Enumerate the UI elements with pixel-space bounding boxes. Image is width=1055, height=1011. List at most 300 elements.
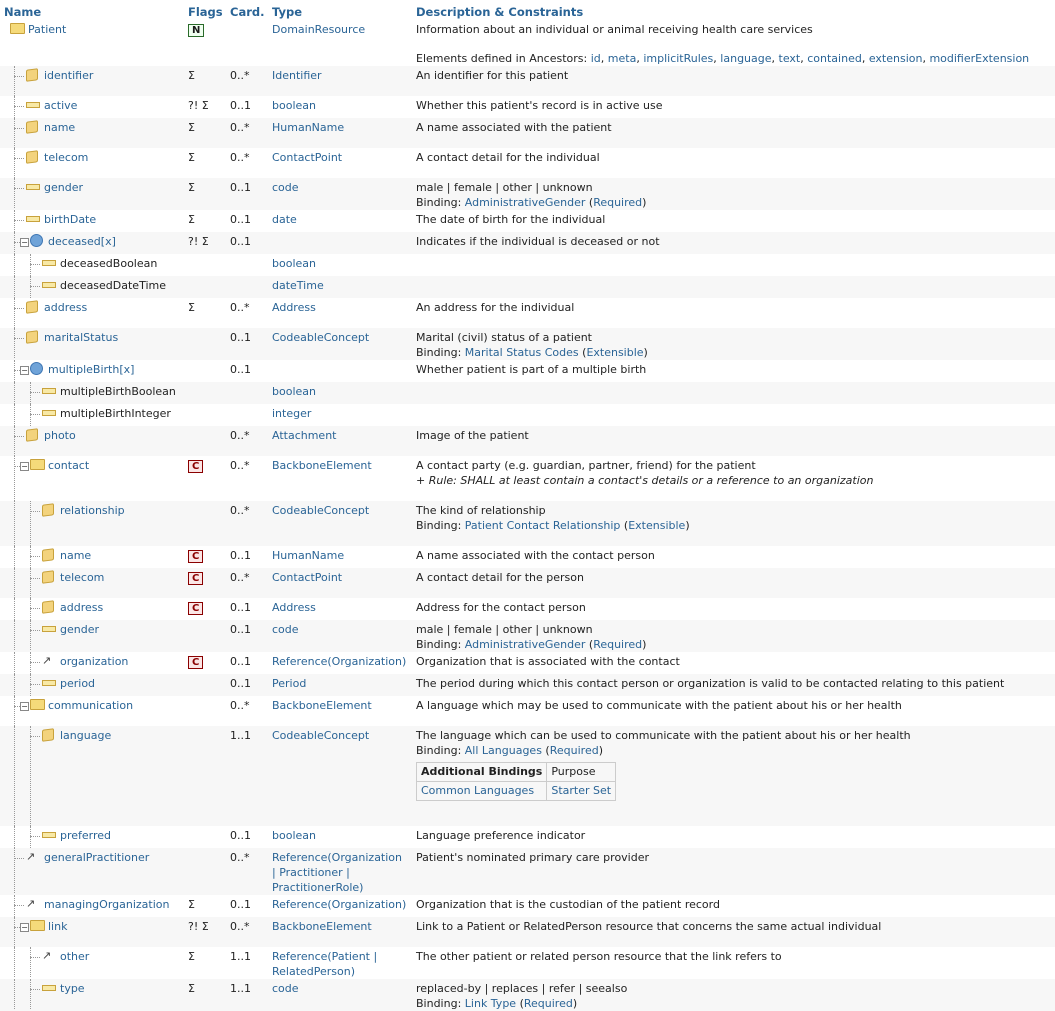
- description-cell: [412, 360, 1055, 382]
- type-link[interactable]: BackboneElement: [272, 699, 372, 712]
- tree-line: [14, 905, 24, 906]
- table-row: [0, 456, 1055, 501]
- type-cell: [268, 426, 412, 456]
- type-link[interactable]: | Practitioner |: [272, 866, 350, 879]
- name-cell: [0, 148, 184, 178]
- cardinality-cell: 0..*: [230, 69, 250, 82]
- flags-cell: [184, 382, 226, 404]
- table-row: [0, 360, 1055, 382]
- name-cell: [0, 328, 184, 360]
- description-cell: [412, 917, 1055, 947]
- tree-line: [30, 726, 31, 826]
- collapse-toggle-icon[interactable]: −: [21, 238, 28, 247]
- type-cell: [268, 546, 412, 568]
- element-name-link[interactable]: managingOrganization: [44, 898, 170, 911]
- tree-line: [30, 511, 40, 512]
- choice-icon: [30, 362, 43, 375]
- flags-cell: [184, 66, 226, 96]
- element-name-link[interactable]: type: [60, 982, 85, 995]
- tree-line: [30, 254, 31, 276]
- table-row: [0, 620, 1055, 652]
- description-cell: [412, 210, 1055, 232]
- binding-link[interactable]: Marital Status Codes: [464, 346, 579, 359]
- constraint-badge[interactable]: C: [188, 550, 203, 563]
- table-row: [0, 254, 1055, 276]
- cardinality-cell: [226, 254, 268, 276]
- name-cell: [0, 210, 184, 232]
- type-cell: [268, 148, 412, 178]
- name-cell: [0, 979, 184, 1011]
- name-cell: [0, 826, 184, 848]
- flags-cell: [184, 726, 226, 826]
- cardinality-cell: 0..1: [230, 331, 251, 344]
- binding-line: Binding: Marital Status Codes (Extensible): [416, 346, 648, 359]
- type-link[interactable]: ContactPoint: [272, 571, 343, 584]
- collapse-toggle-icon[interactable]: −: [21, 462, 28, 471]
- element-name-link[interactable]: address: [60, 601, 104, 614]
- tree-line: [14, 456, 15, 501]
- datatype-icon: [26, 150, 38, 164]
- col-desc-header: Description & Constraints: [416, 5, 584, 19]
- help-icon[interactable]: ?: [1033, 3, 1043, 23]
- description-cell: [412, 96, 1055, 118]
- binding-link[interactable]: AdministrativeGender: [464, 638, 586, 651]
- folder-icon: [30, 920, 45, 931]
- tree-line: [14, 895, 15, 917]
- type-link[interactable]: Reference(Patient |: [272, 950, 378, 963]
- additional-bindings-header: Additional Bindings: [417, 763, 547, 782]
- binding-label: Binding:: [416, 519, 465, 532]
- element-name-link[interactable]: other: [60, 950, 90, 963]
- cardinality-cell: [226, 20, 268, 66]
- folder-icon: [10, 23, 25, 34]
- type-link[interactable]: date: [272, 213, 297, 226]
- type-cell: [268, 382, 412, 404]
- description-text: Address for the contact person: [416, 601, 586, 614]
- description-text: male | female | other | unknown: [416, 181, 593, 194]
- flags-text: Σ: [188, 950, 195, 963]
- tree-line: [14, 96, 15, 118]
- description-cell: [412, 404, 1055, 426]
- flags-cell: [184, 568, 226, 598]
- description-text: Organization that is the custodian of the patient record: [416, 898, 720, 911]
- cardinality-cell: 0..1: [230, 898, 251, 911]
- tree-line: [30, 989, 40, 990]
- additional-bindings-table: [416, 762, 616, 801]
- tree-line: [30, 501, 31, 546]
- binding-strength-link[interactable]: Extensible: [586, 346, 644, 359]
- name-cell: [0, 360, 184, 382]
- name-cell: [0, 254, 184, 276]
- cardinality-cell: 0..*: [230, 459, 250, 472]
- element-name-link[interactable]: telecom: [44, 151, 89, 164]
- flags-cell: [184, 546, 226, 568]
- description-text: The kind of relationship: [416, 504, 546, 517]
- flags-cell: [184, 947, 226, 979]
- flags-cell: [184, 696, 226, 726]
- ancestor-link[interactable]: meta: [607, 52, 637, 65]
- table-row: [0, 210, 1055, 232]
- constraint-badge[interactable]: C: [188, 656, 203, 669]
- type-cell: [268, 232, 412, 254]
- tree-line: [14, 118, 15, 148]
- tree-line: [30, 556, 40, 557]
- tree-line: [30, 546, 31, 568]
- collapse-toggle-icon[interactable]: −: [21, 366, 28, 375]
- element-name-link[interactable]: name: [44, 121, 76, 134]
- element-name-link[interactable]: Patient: [28, 23, 67, 36]
- name-cell: [0, 917, 184, 947]
- description-cell: [412, 826, 1055, 848]
- element-name-link[interactable]: active: [44, 99, 78, 112]
- binding-link[interactable]: All Languages: [464, 744, 542, 757]
- element-name-link[interactable]: deceasedDateTime: [60, 279, 166, 292]
- table-row: [0, 148, 1055, 178]
- type-link[interactable]: boolean: [272, 99, 316, 112]
- element-name-link[interactable]: relationship: [60, 504, 125, 517]
- reference-icon: ↗: [42, 654, 52, 667]
- binding-label: Binding:: [416, 744, 465, 757]
- element-name-link[interactable]: communication: [48, 699, 134, 712]
- name-cell: [0, 501, 184, 546]
- tree-line: [14, 858, 24, 859]
- element-name-link[interactable]: gender: [60, 623, 99, 636]
- tree-line: [14, 328, 15, 358]
- element-name-link[interactable]: multipleBirth[x]: [48, 363, 135, 376]
- type-link[interactable]: Reference(Organization: [272, 851, 403, 864]
- description-cell: [412, 501, 1055, 546]
- tree-line: [30, 286, 40, 287]
- cardinality-cell: 1..1: [230, 950, 251, 963]
- datatype-icon: [26, 428, 38, 442]
- type-cell: [268, 298, 412, 328]
- tree-line: [14, 254, 15, 276]
- type-cell: [268, 20, 412, 66]
- tree-line: [14, 360, 15, 382]
- binding-strength-link[interactable]: Required: [549, 744, 599, 757]
- element-icon: [42, 410, 56, 416]
- description-text: Whether this patient's record is in active use: [416, 99, 663, 112]
- type-link[interactable]: RelatedPerson): [272, 965, 356, 978]
- name-cell: [0, 620, 184, 652]
- description-text: Marital (civil) status of a patient: [416, 331, 592, 344]
- cardinality-cell: 0..1: [230, 181, 251, 194]
- ancestor-link[interactable]: implicitRules: [643, 52, 714, 65]
- binding-strength-link[interactable]: Required: [523, 997, 573, 1010]
- description-text: A contact detail for the person: [416, 571, 584, 584]
- flags-text: Σ: [188, 982, 195, 995]
- tree-line: [14, 404, 15, 426]
- element-name-link[interactable]: address: [44, 301, 88, 314]
- normative-badge[interactable]: N: [188, 24, 204, 37]
- col-type-header: Type: [272, 5, 303, 19]
- table-row: [0, 895, 1055, 917]
- tree-line: [14, 917, 15, 947]
- description-text: The date of birth for the individual: [416, 213, 606, 226]
- description-cell: [412, 328, 1055, 360]
- datatype-icon: [26, 300, 38, 314]
- name-cell: [0, 404, 184, 426]
- type-cell: [268, 947, 412, 979]
- type-link[interactable]: HumanName: [272, 549, 345, 562]
- tree-line: [14, 568, 15, 598]
- description-cell: [412, 118, 1055, 148]
- type-cell: [268, 726, 412, 826]
- flags-text: ?! Σ: [188, 99, 209, 112]
- element-name-link[interactable]: organization: [60, 655, 129, 668]
- element-name-link[interactable]: telecom: [60, 571, 105, 584]
- type-cell: [268, 620, 412, 652]
- cardinality-cell: 0..*: [230, 429, 250, 442]
- tree-line: [14, 232, 15, 254]
- flags-cell: [184, 276, 226, 298]
- flags-cell: [184, 598, 226, 620]
- constraint-badge[interactable]: C: [188, 572, 203, 585]
- cardinality-cell: 0..1: [230, 549, 251, 562]
- element-name-link[interactable]: name: [60, 549, 92, 562]
- element-name-link[interactable]: generalPractitioner: [44, 851, 150, 864]
- tree-line: [14, 276, 15, 298]
- binding-strength-link[interactable]: Required: [593, 638, 643, 651]
- table-row: [0, 66, 1055, 96]
- purpose-link[interactable]: Starter Set: [551, 784, 612, 797]
- type-link[interactable]: boolean: [272, 257, 316, 270]
- type-link[interactable]: ContactPoint: [272, 151, 343, 164]
- cardinality-cell: 0..1: [230, 829, 251, 842]
- element-name-link[interactable]: link: [48, 920, 68, 933]
- datatype-icon: [42, 548, 54, 562]
- flags-text: Σ: [188, 213, 195, 226]
- description-text: Organization that is associated with the contact: [416, 655, 680, 668]
- type-link[interactable]: boolean: [272, 829, 316, 842]
- tree-line: [14, 436, 24, 437]
- description-text: A name associated with the patient: [416, 121, 612, 134]
- type-cell: [268, 917, 412, 947]
- element-icon: [42, 680, 56, 686]
- flags-text: Σ: [188, 69, 195, 82]
- tree-line: [14, 298, 15, 328]
- element-name-link[interactable]: deceased[x]: [48, 235, 116, 248]
- header-row: [0, 0, 1055, 20]
- flags-cell: [184, 20, 226, 66]
- name-cell: [0, 20, 184, 66]
- flags-cell: [184, 148, 226, 178]
- additional-binding-link[interactable]: Common Languages: [421, 784, 535, 797]
- type-link[interactable]: CodeableConcept: [272, 729, 370, 742]
- type-link[interactable]: CodeableConcept: [272, 331, 370, 344]
- table-row: [0, 382, 1055, 404]
- flags-text: Σ: [188, 898, 195, 911]
- element-name-link[interactable]: photo: [44, 429, 76, 442]
- tree-line: [14, 947, 15, 977]
- cardinality-cell: 0..*: [230, 151, 250, 164]
- tree-line: [14, 979, 15, 1009]
- type-cell: [268, 456, 412, 501]
- ancestors-label: Elements defined in Ancestors:: [416, 52, 591, 65]
- tree-line: [14, 652, 15, 674]
- element-name-link[interactable]: language: [60, 729, 112, 742]
- constraint-badge[interactable]: C: [188, 460, 203, 473]
- description-text: An identifier for this patient: [416, 69, 569, 82]
- description-text: A language which may be used to communicate with the patient about his or her health: [416, 699, 902, 712]
- type-link[interactable]: BackboneElement: [272, 920, 372, 933]
- tree-line: [30, 736, 40, 737]
- binding-link[interactable]: AdministrativeGender: [464, 196, 586, 209]
- type-link[interactable]: Period: [272, 677, 307, 690]
- type-link[interactable]: code: [272, 181, 299, 194]
- element-name-link[interactable]: maritalStatus: [44, 331, 119, 344]
- flags-cell: [184, 254, 226, 276]
- tree-line: [14, 210, 15, 232]
- type-link[interactable]: Reference(Organization): [272, 898, 407, 911]
- table-row: [0, 674, 1055, 696]
- type-cell: [268, 501, 412, 546]
- description-text: replaced-by | replaces | refer | seealso: [416, 982, 628, 995]
- type-cell: [268, 848, 412, 895]
- binding-link[interactable]: Patient Contact Relationship: [464, 519, 621, 532]
- flags-cell: [184, 298, 226, 328]
- type-link[interactable]: code: [272, 623, 299, 636]
- element-name-link[interactable]: identifier: [44, 69, 94, 82]
- tree-line: [14, 848, 15, 893]
- table-row: [0, 652, 1055, 674]
- collapse-toggle-icon[interactable]: −: [21, 923, 28, 932]
- type-link[interactable]: Attachment: [272, 429, 337, 442]
- tree-line: [30, 578, 40, 579]
- type-link[interactable]: Reference(Organization): [272, 655, 407, 668]
- type-link[interactable]: integer: [272, 407, 312, 420]
- element-name-link[interactable]: period: [60, 677, 96, 690]
- flags-cell: [184, 456, 226, 501]
- type-cell: [268, 96, 412, 118]
- cardinality-cell: 0..*: [230, 920, 250, 933]
- flags-cell: [184, 620, 226, 652]
- description-text: Link to a Patient or RelatedPerson resource that concerns the same actual individual: [416, 920, 882, 933]
- tree-line: [14, 546, 15, 568]
- cardinality-cell: 0..1: [230, 601, 251, 614]
- description-cell: [412, 620, 1055, 652]
- type-link[interactable]: Identifier: [272, 69, 322, 82]
- col-name-header: Name: [4, 5, 42, 19]
- table-row: [0, 426, 1055, 456]
- name-cell: [0, 674, 184, 696]
- description-text: Indicates if the individual is deceased or not: [416, 235, 660, 248]
- flags-cell: [184, 96, 226, 118]
- flags-cell: [184, 404, 226, 426]
- type-link[interactable]: Address: [272, 301, 316, 314]
- element-icon: [26, 216, 40, 222]
- element-name-link[interactable]: deceasedBoolean: [60, 257, 158, 270]
- ancestor-link[interactable]: text: [778, 52, 801, 65]
- type-link[interactable]: DomainResource: [272, 23, 366, 36]
- binding-strength-link[interactable]: Required: [593, 196, 643, 209]
- type-link[interactable]: BackboneElement: [272, 459, 372, 472]
- tree-line: [30, 404, 31, 426]
- tree-line: [30, 598, 31, 620]
- tree-line: [30, 662, 40, 663]
- description-cell: [412, 66, 1055, 96]
- name-cell: [0, 96, 184, 118]
- ancestors-line: Elements defined in Ancestors: id, meta, implicitRules, language, text, contained, extension, modifierExtension: [416, 52, 1030, 65]
- type-cell: [268, 360, 412, 382]
- table-row: [0, 298, 1055, 328]
- element-name-link[interactable]: preferred: [60, 829, 112, 842]
- ancestor-link[interactable]: contained: [807, 52, 862, 65]
- flags-cell: [184, 426, 226, 456]
- type-link[interactable]: dateTime: [272, 279, 324, 292]
- flags-cell: [184, 895, 226, 917]
- name-cell: [0, 298, 184, 328]
- tree-line: [14, 598, 15, 620]
- flags-text: Σ: [188, 121, 195, 134]
- cardinality-cell: 0..*: [230, 571, 250, 584]
- collapse-toggle-icon[interactable]: −: [21, 702, 28, 711]
- ancestor-link[interactable]: modifierExtension: [929, 52, 1030, 65]
- description-cell: [412, 979, 1055, 1011]
- name-cell: [0, 66, 184, 96]
- description-text: Language preference indicator: [416, 829, 586, 842]
- constraint-badge[interactable]: C: [188, 602, 203, 615]
- element-name-link[interactable]: contact: [48, 459, 90, 472]
- flags-cell: [184, 328, 226, 360]
- reference-icon: ↗: [26, 850, 36, 863]
- element-name-link[interactable]: multipleBirthInteger: [60, 407, 171, 420]
- type-link[interactable]: PractitionerRole): [272, 881, 364, 894]
- name-cell: [0, 382, 184, 404]
- name-cell: [0, 895, 184, 917]
- tree-line: [30, 276, 31, 298]
- ancestor-link[interactable]: language: [720, 52, 772, 65]
- type-cell: [268, 254, 412, 276]
- ancestor-link[interactable]: id: [590, 52, 601, 65]
- tree-line: [30, 382, 31, 404]
- type-cell: [268, 826, 412, 848]
- element-name-link[interactable]: gender: [44, 181, 83, 194]
- type-link[interactable]: boolean: [272, 385, 316, 398]
- description-cell: [412, 20, 1055, 66]
- element-name-link[interactable]: birthDate: [44, 213, 97, 226]
- binding-strength-link[interactable]: Extensible: [628, 519, 686, 532]
- tree-line: [14, 220, 24, 221]
- element-name-link[interactable]: multipleBirthBoolean: [60, 385, 176, 398]
- description-cell: [412, 895, 1055, 917]
- type-cell: [268, 178, 412, 210]
- cardinality-cell: [226, 382, 268, 404]
- binding-link[interactable]: Link Type: [464, 997, 517, 1010]
- ancestor-link[interactable]: extension: [868, 52, 923, 65]
- description-cell: [412, 546, 1055, 568]
- name-cell: [0, 456, 184, 501]
- description-cell: [412, 254, 1055, 276]
- cardinality-cell: 1..1: [230, 729, 251, 742]
- type-link[interactable]: HumanName: [272, 121, 345, 134]
- tree-line: [30, 264, 40, 265]
- tree-line: [14, 501, 15, 546]
- tree-line: [30, 674, 31, 696]
- tree-line: [14, 158, 24, 159]
- tree-line: [14, 128, 24, 129]
- description-cell: [412, 178, 1055, 210]
- type-link[interactable]: Address: [272, 601, 316, 614]
- table-row: [0, 917, 1055, 947]
- name-cell: [0, 232, 184, 254]
- tree-line: [14, 148, 15, 178]
- table-row: [0, 568, 1055, 598]
- purpose-header: Purpose: [547, 763, 616, 782]
- type-link[interactable]: CodeableConcept: [272, 504, 370, 517]
- cardinality-cell: [226, 404, 268, 426]
- type-link[interactable]: code: [272, 982, 299, 995]
